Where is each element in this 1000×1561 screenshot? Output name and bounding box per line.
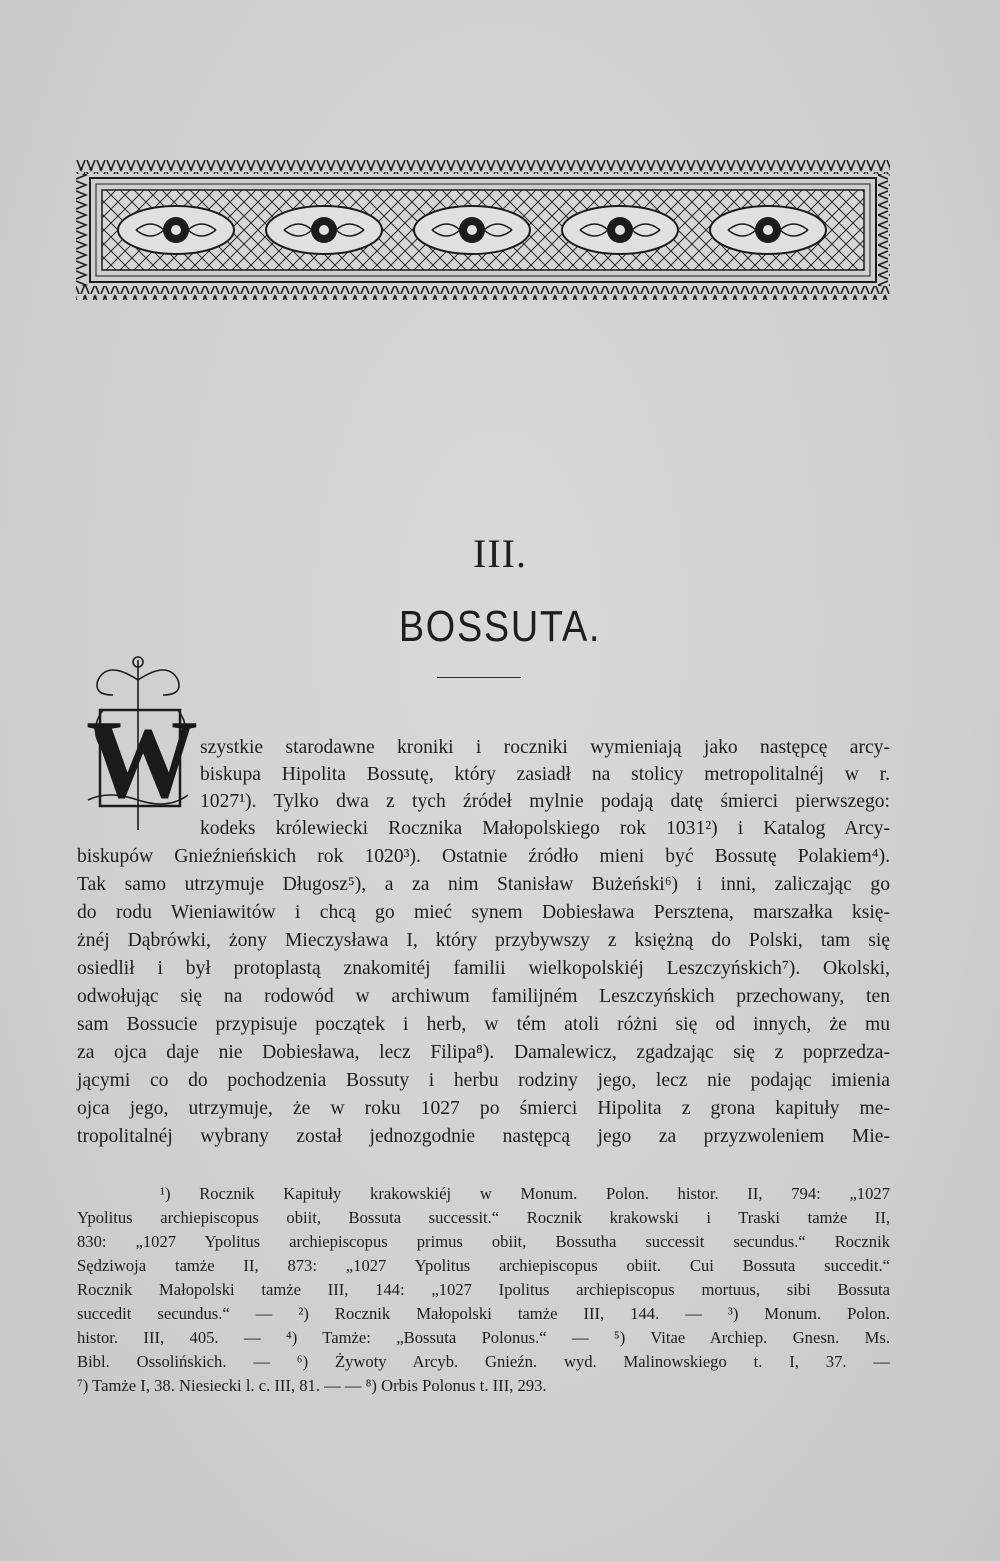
- title-rule: [437, 677, 521, 678]
- body-line: Tak samo utrzymuje Długosz⁵), a za nim Stanisław Bużeński⁶) i inni, zaliczając go: [77, 874, 890, 895]
- body-line: jącymi co do pochodzenia Bossuty i herbu rodziny jego, lecz nie podając imienia: [77, 1070, 890, 1091]
- body-line: biskupów Gnieźnieńskich rok 1020³). Ostatnie źródło mieni być Bossutę Polakiem⁴).: [77, 846, 890, 867]
- chapter-title: BOSSUTA.: [398, 602, 602, 651]
- body-line: sam Bossucie przypisuje początek i herb, w tém atoli różni się od innych, że mu: [77, 1014, 890, 1035]
- body-line: za ojca daje nie Dobiesława, lecz Filipa⁸). Damalewicz, zgadzając się z poprzedza-: [77, 1042, 890, 1063]
- footnote-line: histor. III, 405. — ⁴) Tamże: „Bossuta Polonus.“ — ⁵) Vitae Archiep. Gnesn. Ms.: [77, 1328, 890, 1347]
- initial-letter: W: [86, 698, 198, 822]
- body-line: kodeks królewiecki Rocznika Małopolskiego rok 1031²) i Katalog Arcy-: [200, 818, 890, 839]
- footnote-line: Ypolitus archiepiscopus obiit, Bossuta successit.“ Rocznik krakowski i Traski tamże II,: [77, 1208, 890, 1227]
- body-line: odwołując się na rodowód w archiwum familijném Leszczyńskich przechowany, ten: [77, 986, 890, 1007]
- body-line: ojca jego, utrzymuje, że w roku 1027 po śmierci Hipolita z grona kapituły me-: [77, 1098, 890, 1119]
- body-line: żnéj Dąbrówki, żony Mieczysława I, który przybywszy z księżną do Polski, tam się: [77, 930, 890, 951]
- ornament-border-graphic: [76, 160, 890, 300]
- body-line: 1027¹). Tylko dwa z tych źródeł mylnie podają datę śmierci pierwszego:: [200, 791, 890, 812]
- body-line: biskupa Hipolita Bossutę, który zasiadł na stolicy metropolitalnéj w r.: [200, 764, 890, 785]
- footnote-line: Sędziwoja tamże II, 873: „1027 Ypolitus archiepiscopus obiit. Cui Bossuta succedit.“: [77, 1256, 890, 1275]
- footnote-line: 830: „1027 Ypolitus archiepiscopus primus obiit, Bossutha successit secundus.“ Rocznik: [77, 1232, 890, 1251]
- footnote-line: ⁷) Tamże I, 38. Niesiecki l. c. III, 81. — — ⁸) Orbis Polonus t. III, 293.: [77, 1376, 547, 1395]
- footnote-line: Bibl. Ossolińskich. — ⁶) Żywoty Arcyb. Gnieźn. wyd. Malinowskiego t. I, 37. —: [77, 1352, 890, 1371]
- body-line: osiedlił i był protoplastą znakomitéj familii wielkopolskiéj Leszczyńskich⁷). Okolski,: [77, 958, 890, 979]
- ornamental-header-band: [76, 160, 890, 300]
- body-line: tropolitalnéj wybrany został jednozgodnie następcą jego za przyzwoleniem Mie-: [77, 1126, 890, 1147]
- chapter-number: III.: [473, 531, 527, 576]
- footnote-line: succedit secundus.“ — ²) Rocznik Małopolski tamże III, 144. — ³) Monum. Polon.: [77, 1304, 890, 1323]
- body-line: do rodu Wieniawitów i chcą go mieć synem Dobiesława Persztena, marszałka księ-: [77, 902, 890, 923]
- body-line: szystkie starodawne kroniki i roczniki wymieniają jako następcę arcy-: [200, 737, 890, 758]
- footnote-line: ¹) Rocznik Kapituły krakowskiéj w Monum. Polon. histor. II, 794: „1027: [160, 1184, 890, 1203]
- footnote-line: Rocznik Małopolski tamże III, 144: „1027 Ipolitus archiepiscopus mortuus, sibi Bossuta: [77, 1280, 890, 1299]
